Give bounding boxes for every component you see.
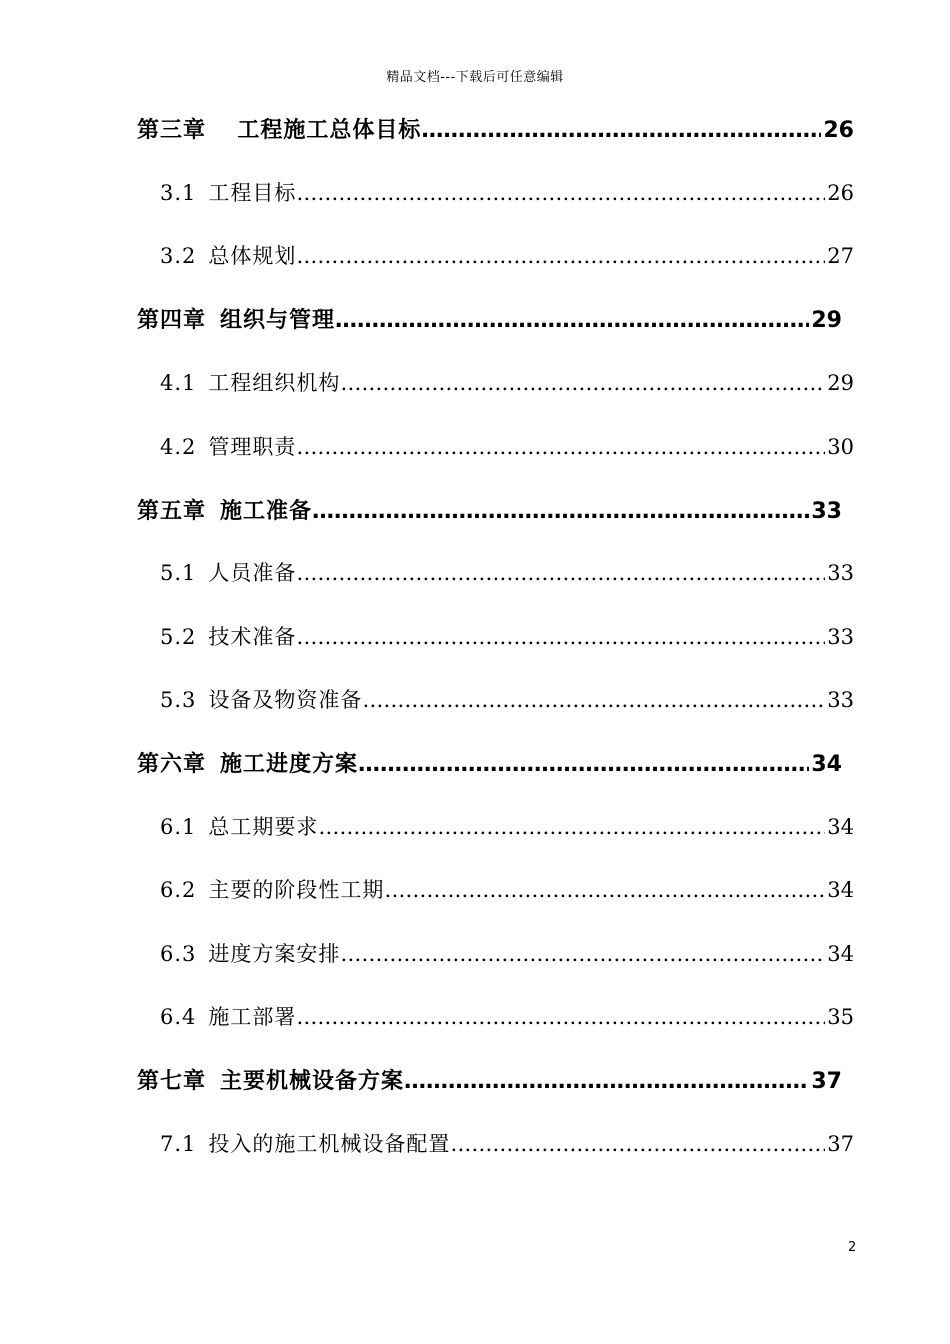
toc-entry-page: 26 [823, 118, 854, 144]
toc-entry-line [160, 874, 854, 904]
toc-leader-dots [362, 688, 825, 712]
toc-leader-dots [296, 181, 825, 205]
toc-entry-line [160, 938, 854, 968]
toc-entry-title: 投入的施工机械设备配置 [208, 1131, 451, 1156]
toc-entry-line [160, 811, 854, 841]
toc-entry-page: 27 [827, 244, 854, 269]
toc-entry-page: 30 [827, 434, 854, 459]
toc-entry-number: 4.2 [160, 434, 197, 459]
toc-leader-dots [296, 561, 825, 585]
toc-entry-number: 6.2 [160, 878, 197, 903]
toc-leader-dots [340, 942, 825, 966]
toc-entry-page: 34 [827, 941, 854, 966]
toc-entry-number: 7.1 [160, 1131, 197, 1156]
toc-entry-page: 29 [811, 308, 842, 334]
toc-chapter-entry[interactable] [0, 731, 950, 794]
toc-entry-title: 工程组织机构 [208, 371, 341, 396]
toc-entry-number: 第七章 [137, 1069, 207, 1095]
toc-section-entry[interactable] [0, 414, 950, 477]
toc-entry-line [160, 367, 854, 397]
toc-entry-title: 主要的阶段性工期 [208, 878, 385, 903]
toc-section-entry[interactable] [0, 1111, 950, 1174]
toc-leader-dots [358, 752, 809, 777]
toc-chapter-entry[interactable] [0, 287, 950, 350]
toc-leader-dots [335, 308, 809, 333]
toc-entry-number: 第五章 [137, 498, 207, 524]
toc-entry-page: 33 [827, 561, 854, 586]
toc-chapter-entry[interactable] [0, 97, 950, 160]
document-header: 精品文档---下载后可任意编辑 [386, 70, 564, 85]
toc-leader-dots [318, 815, 825, 839]
toc-entry-line [160, 240, 854, 270]
toc-leader-dots [421, 118, 821, 143]
toc-leader-dots [296, 435, 825, 459]
page-number: 2 [848, 1240, 857, 1255]
toc-section-entry[interactable] [0, 921, 950, 984]
toc-entry-title: 施工进度方案 [220, 752, 359, 778]
toc-leader-dots [296, 1005, 825, 1029]
toc-entry-page: 37 [827, 1131, 854, 1156]
toc-entry-page: 33 [811, 498, 842, 524]
toc-entry-title: 总体规划 [208, 244, 297, 269]
toc-entry-number: 5.3 [160, 688, 197, 713]
toc-entry-page: 34 [811, 752, 842, 778]
toc-entry-page: 35 [827, 1005, 854, 1030]
toc-leader-dots [450, 1132, 825, 1156]
toc-entry-number: 3.1 [160, 181, 197, 206]
toc-entry-title: 工程施工总体目标 [220, 118, 422, 144]
toc-entry-line [160, 557, 854, 587]
toc-leader-dots [340, 371, 825, 395]
toc-entry-page: 34 [827, 878, 854, 903]
toc-chapter-entry[interactable] [0, 477, 950, 540]
toc-section-entry[interactable] [0, 604, 950, 667]
toc-section-entry[interactable] [0, 858, 950, 921]
toc-entry-line [137, 303, 842, 334]
table-of-contents [0, 97, 950, 1175]
toc-section-entry[interactable] [0, 351, 950, 414]
toc-leader-dots [296, 625, 825, 649]
toc-leader-dots [312, 499, 809, 524]
toc-leader-dots [384, 878, 825, 902]
toc-entry-title: 管理职责 [208, 434, 297, 459]
toc-entry-title: 总工期要求 [208, 814, 319, 839]
toc-entry-number: 第六章 [137, 752, 207, 778]
toc-entry-title: 设备及物资准备 [208, 688, 363, 713]
toc-chapter-entry[interactable] [0, 1048, 950, 1111]
toc-section-entry[interactable] [0, 224, 950, 287]
toc-entry-number: 5.2 [160, 624, 197, 649]
toc-entry-title: 技术准备 [208, 624, 297, 649]
toc-entry-number: 4.1 [160, 371, 197, 396]
toc-entry-page: 26 [827, 181, 854, 206]
toc-entry-line [160, 177, 854, 207]
toc-entry-title: 主要机械设备方案 [220, 1069, 405, 1095]
toc-entry-number: 6.3 [160, 941, 197, 966]
toc-entry-page: 34 [827, 814, 854, 839]
toc-entry-number: 3.2 [160, 244, 197, 269]
toc-section-entry[interactable] [0, 794, 950, 857]
toc-entry-line [160, 1128, 854, 1158]
toc-entry-title: 人员准备 [208, 561, 297, 586]
toc-entry-number: 6.4 [160, 1005, 197, 1030]
toc-entry-number: 5.1 [160, 561, 197, 586]
toc-section-entry[interactable] [0, 541, 950, 604]
toc-entry-title: 进度方案安排 [208, 941, 341, 966]
toc-entry-line [137, 747, 842, 778]
toc-entry-line [137, 494, 842, 525]
toc-entry-number: 6.1 [160, 814, 197, 839]
toc-entry-line [160, 684, 854, 714]
toc-entry-title: 施工准备 [220, 498, 313, 524]
toc-entry-number: 第四章 [137, 308, 207, 334]
toc-section-entry[interactable] [0, 984, 950, 1047]
toc-entry-line [160, 431, 854, 461]
toc-entry-line [137, 1064, 842, 1095]
toc-entry-title: 组织与管理 [220, 308, 336, 334]
toc-leader-dots [404, 1069, 809, 1094]
toc-entry-number: 第三章 [137, 118, 207, 144]
toc-entry-line [160, 1001, 854, 1031]
toc-section-entry[interactable] [0, 160, 950, 223]
toc-entry-line [137, 113, 854, 144]
toc-entry-page: 33 [827, 688, 854, 713]
toc-leader-dots [296, 244, 825, 268]
toc-entry-page: 37 [811, 1069, 842, 1095]
toc-entry-line [160, 621, 854, 651]
toc-entry-title: 工程目标 [208, 181, 297, 206]
toc-entry-title: 施工部署 [208, 1005, 297, 1030]
toc-entry-page: 29 [827, 371, 854, 396]
toc-entry-page: 33 [827, 624, 854, 649]
toc-section-entry[interactable] [0, 668, 950, 731]
